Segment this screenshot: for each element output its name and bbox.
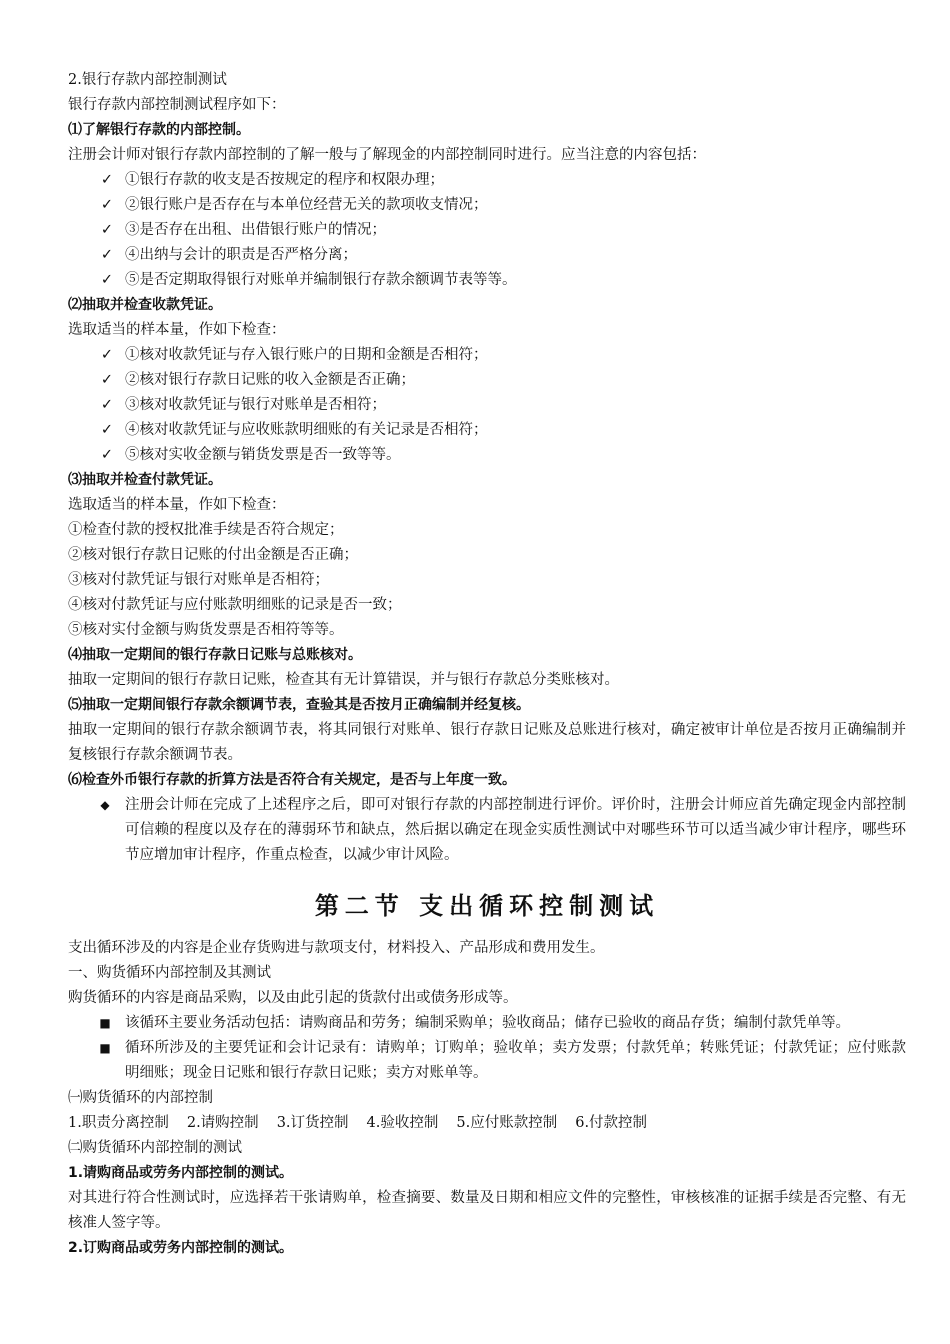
list-item: ✓ ⑤是否定期取得银行对账单并编制银行存款余额调节表等等。	[68, 268, 906, 293]
step-2-heading: ⑵抽取并检查收款凭证。	[68, 297, 222, 313]
bullet-item: ■ 循环所涉及的主要凭证和会计记录有：请购单；订购单；验收单；卖方发票；付款凭单；转账凭证；付款凭证；应付账款明细账；现金日记账和银行存款日记账；卖方对账单等。	[68, 1036, 906, 1086]
subsection-title: 一、购货循环内部控制及其测试	[68, 965, 271, 981]
bullet-item: ■ 该循环主要业务活动包括：请购商品和劳务；编制采购单；验收商品；储存已验收的商品存货；编制付款凭单等。	[68, 1011, 906, 1036]
section-title: 2.银行存款内部控制测试	[68, 72, 227, 88]
control-item: 5.应付账款控制	[456, 1115, 558, 1131]
control-item: 4.验收控制	[366, 1115, 439, 1131]
test-1-heading: 1.请购商品或劳务内部控制的测试。	[68, 1165, 294, 1181]
step-1-text: 注册会计师对银行存款内部控制的了解一般与了解现金的内部控制同时进行。应当注意的内容包括：	[68, 147, 706, 163]
control-item: 1.职责分离控制	[68, 1115, 169, 1131]
list-item: ✓ ④核对收款凭证与应收账款明细账的有关记录是否相符；	[68, 418, 906, 443]
list-item: ✓ ⑤核对实收金额与销货发票是否一致等等。	[68, 443, 906, 468]
step-2-text: 选取适当的样本量，作如下检查：	[68, 322, 286, 338]
list-item: ✓ ④出纳与会计的职责是否严格分离；	[68, 243, 906, 268]
step-1-heading: ⑴了解银行存款的内部控制。	[68, 122, 250, 138]
control-item: 3.订货控制	[276, 1115, 349, 1131]
subsection-text: 购货循环的内容是商品采购，以及由此引起的货款付出或债务形成等。	[68, 990, 518, 1006]
check-icon: ✓	[100, 197, 114, 213]
step-4-text: 抽取一定期间的银行存款日记账，检查其有无计算错误，并与银行存款总分类账核对。	[68, 672, 619, 688]
check-icon: ✓	[100, 447, 114, 463]
test-2-heading: 2.订购商品或劳务内部控制的测试。	[68, 1240, 294, 1256]
step-5-text: 抽取一定期间的银行存款余额调节表，将其同银行对账单、银行存款日记账及总账进行核对，确定被审计单位是否按月正确编制并复核银行存款余额调节表。	[68, 722, 906, 763]
list-item: ✓ ③核对收款凭证与银行对账单是否相符；	[68, 393, 906, 418]
list-item: ✓ ②核对银行存款日记账的收入金额是否正确；	[68, 368, 906, 393]
check-icon: ✓	[100, 172, 114, 188]
document-page	[68, 68, 906, 1261]
intro-text: 银行存款内部控制测试程序如下：	[68, 97, 286, 113]
controls-list	[68, 1111, 906, 1136]
step-4-heading: ⑷抽取一定期间的银行存款日记账与总账核对。	[68, 647, 362, 663]
square-bullet-icon: ■	[99, 1016, 111, 1030]
diamond-bullet-icon: ◆	[100, 798, 110, 812]
step-5-heading: ⑸抽取一定期间银行存款余额调节表，查验其是否按月正确编制并经复核。	[68, 697, 530, 713]
check-icon: ✓	[100, 397, 114, 413]
list-item: ①检查付款的授权批准手续是否符合规定；	[68, 522, 344, 538]
list-item: ⑤核对实付金额与购货发票是否相符等等。	[68, 622, 344, 638]
check-icon: ✓	[100, 372, 114, 388]
check-icon: ✓	[100, 347, 114, 363]
list-item: ✓ ①核对收款凭证与存入银行账户的日期和金额是否相符；	[68, 343, 906, 368]
step-3-heading: ⑶抽取并检查付款凭证。	[68, 472, 222, 488]
test-1-text: 对其进行符合性测试时，应选择若干张请购单，检查摘要、数量及日期和相应文件的完整性，审核核准的证据手续是否完整、有无核准人签字等。	[68, 1190, 906, 1231]
control-item: 6.付款控制	[575, 1115, 648, 1131]
evaluation-note: ◆ 注册会计师在完成了上述程序之后，即可对银行存款的内部控制进行评价。评价时，注册会计师应首先确定现金内部控制可信赖的程度以及存在的薄弱环节和缺点，然后据以确定在现金实质性测试中对哪些环节可以适当减少审计程序，哪些环节应增加审计程序，作重点检查，以减少审计风险。	[68, 793, 906, 868]
list-item: ✓ ①银行存款的收支是否按规定的程序和权限办理；	[68, 168, 906, 193]
control-item: 2.请购控制	[186, 1115, 259, 1131]
part-1-title: ㈠购货循环的内部控制	[68, 1090, 213, 1106]
list-item: ④核对付款凭证与应付账款明细账的记录是否一致；	[68, 597, 402, 613]
list-item: ③核对付款凭证与银行对账单是否相符；	[68, 572, 329, 588]
list-item: ✓ ③是否存在出租、出借银行账户的情况；	[68, 218, 906, 243]
section-intro: 支出循环涉及的内容是企业存货购进与款项支付，材料投入、产品形成和费用发生。	[68, 940, 605, 956]
check-icon: ✓	[100, 247, 114, 263]
list-item: ②核对银行存款日记账的付出金额是否正确；	[68, 547, 358, 563]
check-icon: ✓	[100, 222, 114, 238]
check-icon: ✓	[100, 422, 114, 438]
check-icon: ✓	[100, 272, 114, 288]
part-2-title: ㈡购货循环内部控制的测试	[68, 1140, 242, 1156]
square-bullet-icon: ■	[99, 1041, 111, 1055]
step-3-text: 选取适当的样本量，作如下检查：	[68, 497, 286, 513]
chapter-heading: 第二节 支出循环控制测试	[314, 891, 660, 920]
step-6-heading: ⑹检查外币银行存款的折算方法是否符合有关规定，是否与上年度一致。	[68, 772, 516, 788]
list-item: ✓ ②银行账户是否存在与本单位经营无关的款项收支情况；	[68, 193, 906, 218]
